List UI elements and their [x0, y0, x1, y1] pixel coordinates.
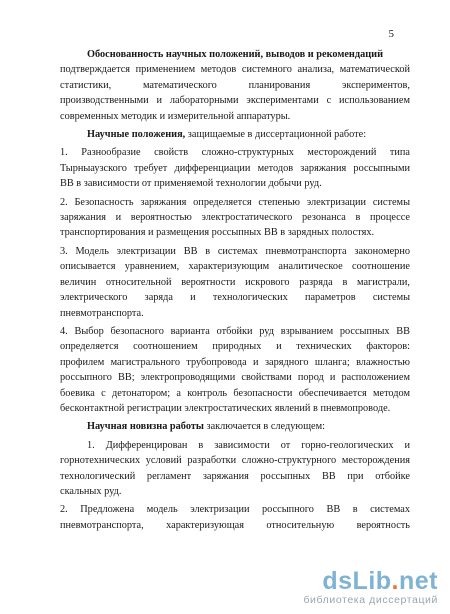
text-line [60, 62, 410, 77]
word: от [280, 439, 291, 451]
line-text: 4. Выбор безопасного варианта отбойки руд взрыванием россыпных ВВ [60, 325, 410, 337]
text-line [60, 306, 410, 321]
line-text: пневмотранспорта. [60, 307, 144, 319]
line-text: заключается в следующем: [203, 421, 325, 433]
word: и [190, 292, 196, 304]
line-text: защищаемые в диссертационной работе: [185, 129, 367, 141]
watermark-logo [303, 568, 438, 606]
bold-heading: Обоснованность научных положений, выводов и рекомендаций [87, 49, 384, 60]
line-text: технологический регламент заряжания россыпных ВВ при отбойке [60, 470, 410, 482]
word: зависимости [214, 439, 270, 451]
text-line [60, 275, 410, 290]
text-line [60, 290, 410, 305]
text-line [60, 453, 410, 468]
word: относительную [266, 519, 335, 531]
word: электрического [60, 292, 128, 304]
line-text: ВВ в зависимости от применяемой технологии добычи руд. [60, 178, 322, 190]
line-text: подтверждается применением методов системного анализа, математической [60, 64, 410, 76]
word: экспериментов, [341, 79, 410, 91]
text-line [60, 469, 410, 484]
text-line [60, 210, 410, 225]
line-text: определяется соотношением природных и технических факторов: [60, 341, 410, 353]
line-text: боевика с детонатором; а контроль безопасности обеспечивается методом [60, 387, 410, 399]
line-text: профилем магистрального трубопровода и зарядного шланга; влажностью [60, 356, 410, 368]
word: Дифференцирован [105, 439, 188, 451]
line-text: описывается уравнением, характеризующим аналитическое соотношение [60, 261, 410, 273]
line-text: 2. Безопасность заряжания определяется степенью электризации системы [60, 196, 410, 208]
word: характеризующая [166, 519, 244, 531]
text-line [60, 370, 410, 385]
line-text: транспортирования и размещения россыпных ВВ в зарядных полостях. [60, 227, 375, 239]
text-line [60, 47, 410, 62]
word: системы [372, 292, 410, 304]
text-line [60, 127, 410, 142]
text-line [60, 145, 410, 160]
text-line [60, 161, 410, 176]
word: математического [142, 79, 217, 91]
text-line [60, 225, 410, 240]
page-number: 5 [388, 28, 394, 40]
line-text: 1. Разнообразие свойств сложно-структурных месторождений типа [60, 147, 410, 159]
word: статистики, [60, 79, 112, 91]
paragraph [60, 324, 410, 416]
bold-heading: Научная новизна работы [87, 421, 204, 433]
paragraph [60, 195, 410, 241]
paragraph [60, 244, 410, 321]
word: 1. [87, 439, 95, 451]
word: технологических [212, 292, 288, 304]
paragraph [60, 47, 410, 124]
word: вероятность [356, 519, 410, 531]
word: пневмотранспорта, [60, 519, 144, 531]
text-line [60, 438, 410, 453]
paragraph [60, 145, 410, 191]
line-text: россыпного ВВ; электропроводящими свойствами пород и расположением [60, 372, 410, 384]
watermark-logo-subtitle: библиотека диссертаций [303, 594, 438, 606]
text-line [60, 109, 410, 124]
word: в [198, 439, 204, 451]
line-text: Тырныаузского требует дифференциации методов заряжания россыпными [60, 162, 410, 174]
line-text: 3. Модель электризации ВВ в системах пневмотранспорта закономерно [60, 245, 410, 257]
bold-heading: Научные положения, [87, 129, 186, 141]
word: и [404, 439, 410, 451]
text-line [60, 401, 410, 416]
line-text: заряжания и вероятностью электростатического резонанса в процессе [60, 212, 410, 224]
text-line [60, 324, 410, 339]
word: параметров [304, 292, 356, 304]
paragraph [60, 127, 410, 142]
line-text: горнотехнических условий разработки сложно-структурного месторождения [60, 455, 410, 467]
watermark-logo-title: dsLib.net [322, 567, 438, 595]
text-line [60, 244, 410, 259]
text-line [60, 355, 410, 370]
line-text: производственными и лабораторными экспериментами с использованием [60, 95, 410, 107]
word: планирования [248, 79, 311, 91]
text-line [60, 484, 410, 499]
word: горно-геологических [301, 439, 394, 451]
text-line [60, 195, 410, 210]
line-text: бесконтактной регистрации электростатических явлений в пневмопроводе. [60, 402, 391, 414]
line-text: скальных руд. [60, 485, 122, 497]
line-text: современных методик и измерительной аппаратуры. [60, 110, 291, 122]
text-line [60, 259, 410, 274]
word: заряда [144, 292, 173, 304]
paragraph [60, 419, 410, 434]
text-line [60, 339, 410, 354]
text-line [60, 502, 410, 517]
line-text: 2. Предложена модель электризации россыпного ВВ в системах [60, 504, 410, 516]
text-line [60, 419, 410, 434]
text-line [60, 386, 410, 401]
text-line [60, 78, 410, 93]
line-text: величин относительной вероятности искрового разряда в магистрали, [60, 276, 410, 288]
text-line [60, 93, 410, 108]
text-line [60, 176, 410, 191]
paragraph [60, 502, 410, 533]
paragraph [60, 438, 410, 500]
text-line [60, 518, 410, 533]
document-body [60, 44, 410, 533]
